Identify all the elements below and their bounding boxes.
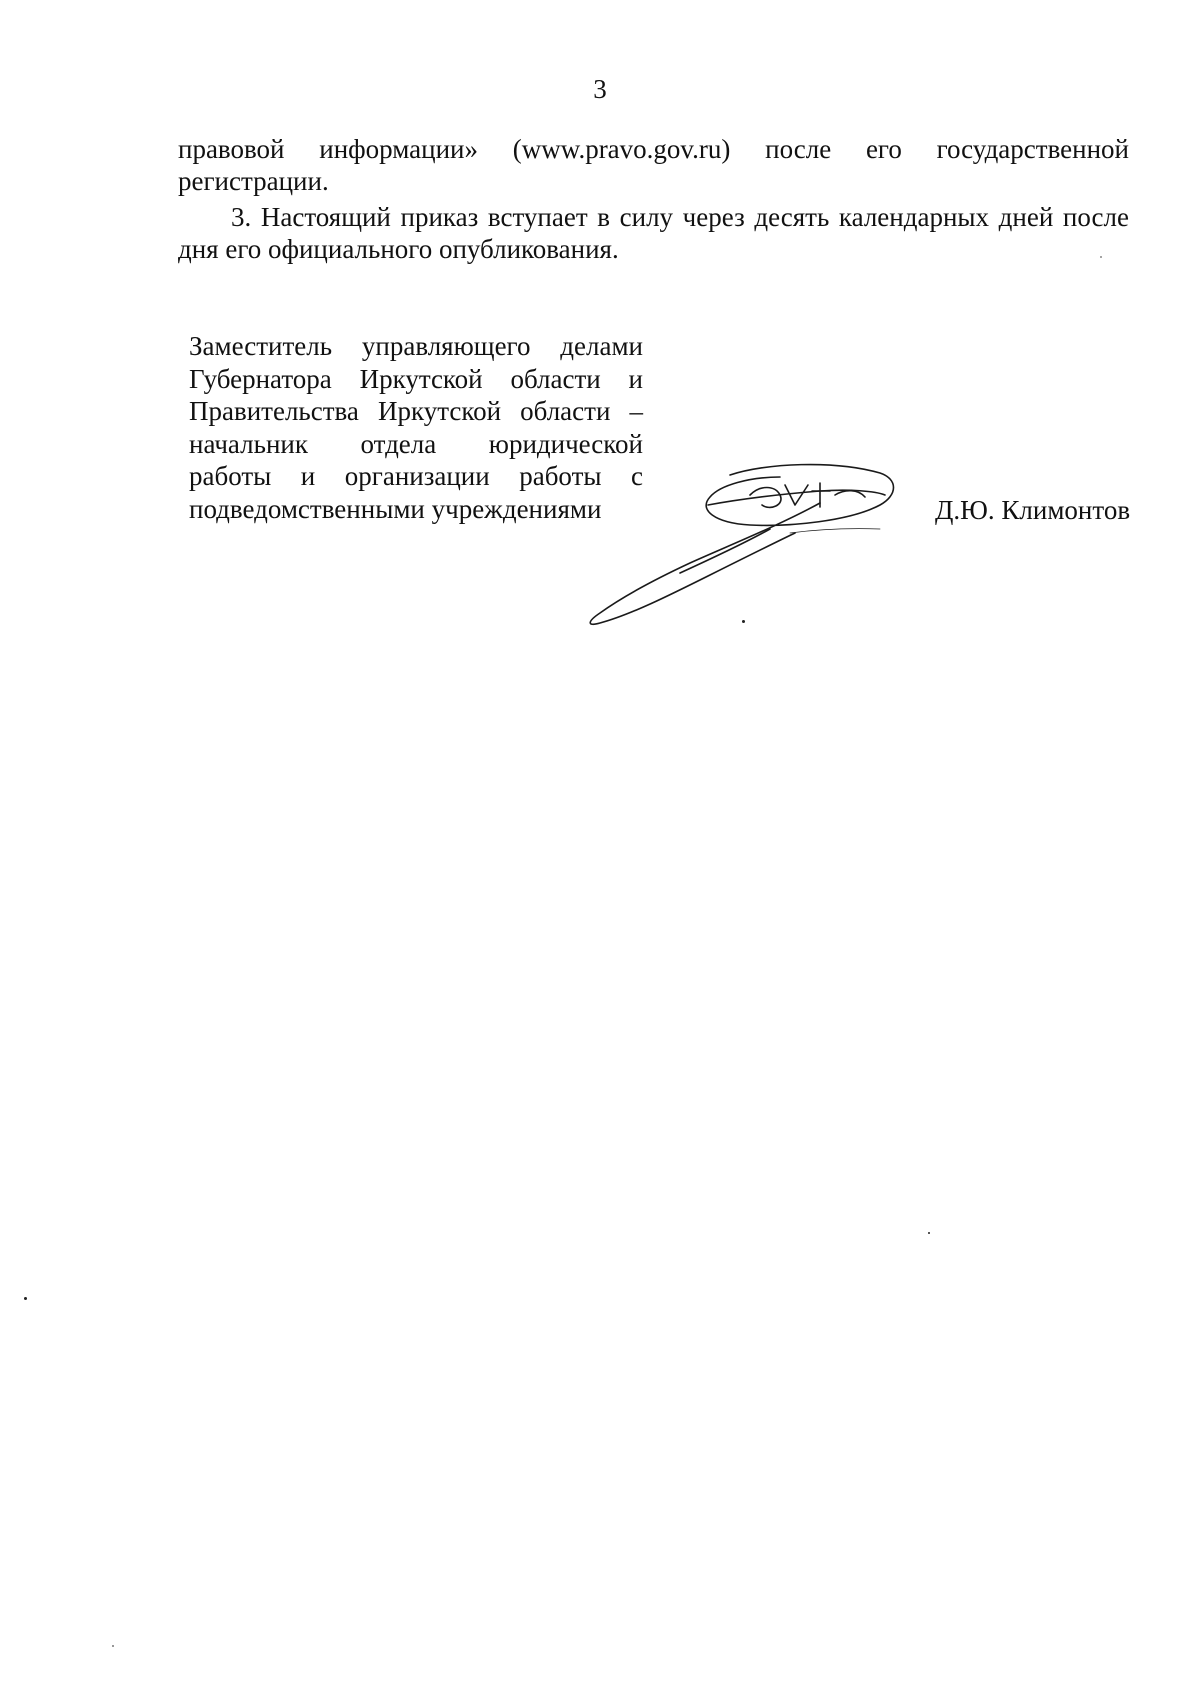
signer-title-line: Заместитель управляющего делами bbox=[189, 331, 643, 361]
scan-speck bbox=[24, 1297, 27, 1300]
signer-name: Д.Ю. Климонтов bbox=[935, 495, 1131, 525]
body-text bbox=[178, 133, 1129, 265]
scan-speck bbox=[112, 1645, 114, 1647]
handwritten-signature bbox=[580, 455, 910, 635]
paragraph-3: 3. Настоящий приказ вступает в силу через десять календарных дней после дня его официального опубликования. bbox=[178, 202, 1129, 264]
page-number: 3 bbox=[593, 74, 607, 104]
signer-title bbox=[189, 330, 643, 525]
scan-speck bbox=[742, 620, 745, 623]
signer-title-line: Правительства Иркутской области – bbox=[189, 396, 643, 426]
signer-title-line: подведомственными учреждениями bbox=[189, 493, 602, 524]
signer-title-line: Губернатора Иркутской области и bbox=[189, 363, 643, 394]
signer-title-line: начальник отдела юридической bbox=[189, 428, 643, 459]
signer-title-line: работы и организации работы с bbox=[189, 461, 643, 491]
scan-speck bbox=[1100, 256, 1102, 258]
paragraph-continuation: правовой информации» (www.pravo.gov.ru) после его государственной регистрации. bbox=[178, 134, 1129, 196]
scan-speck bbox=[928, 1232, 930, 1234]
